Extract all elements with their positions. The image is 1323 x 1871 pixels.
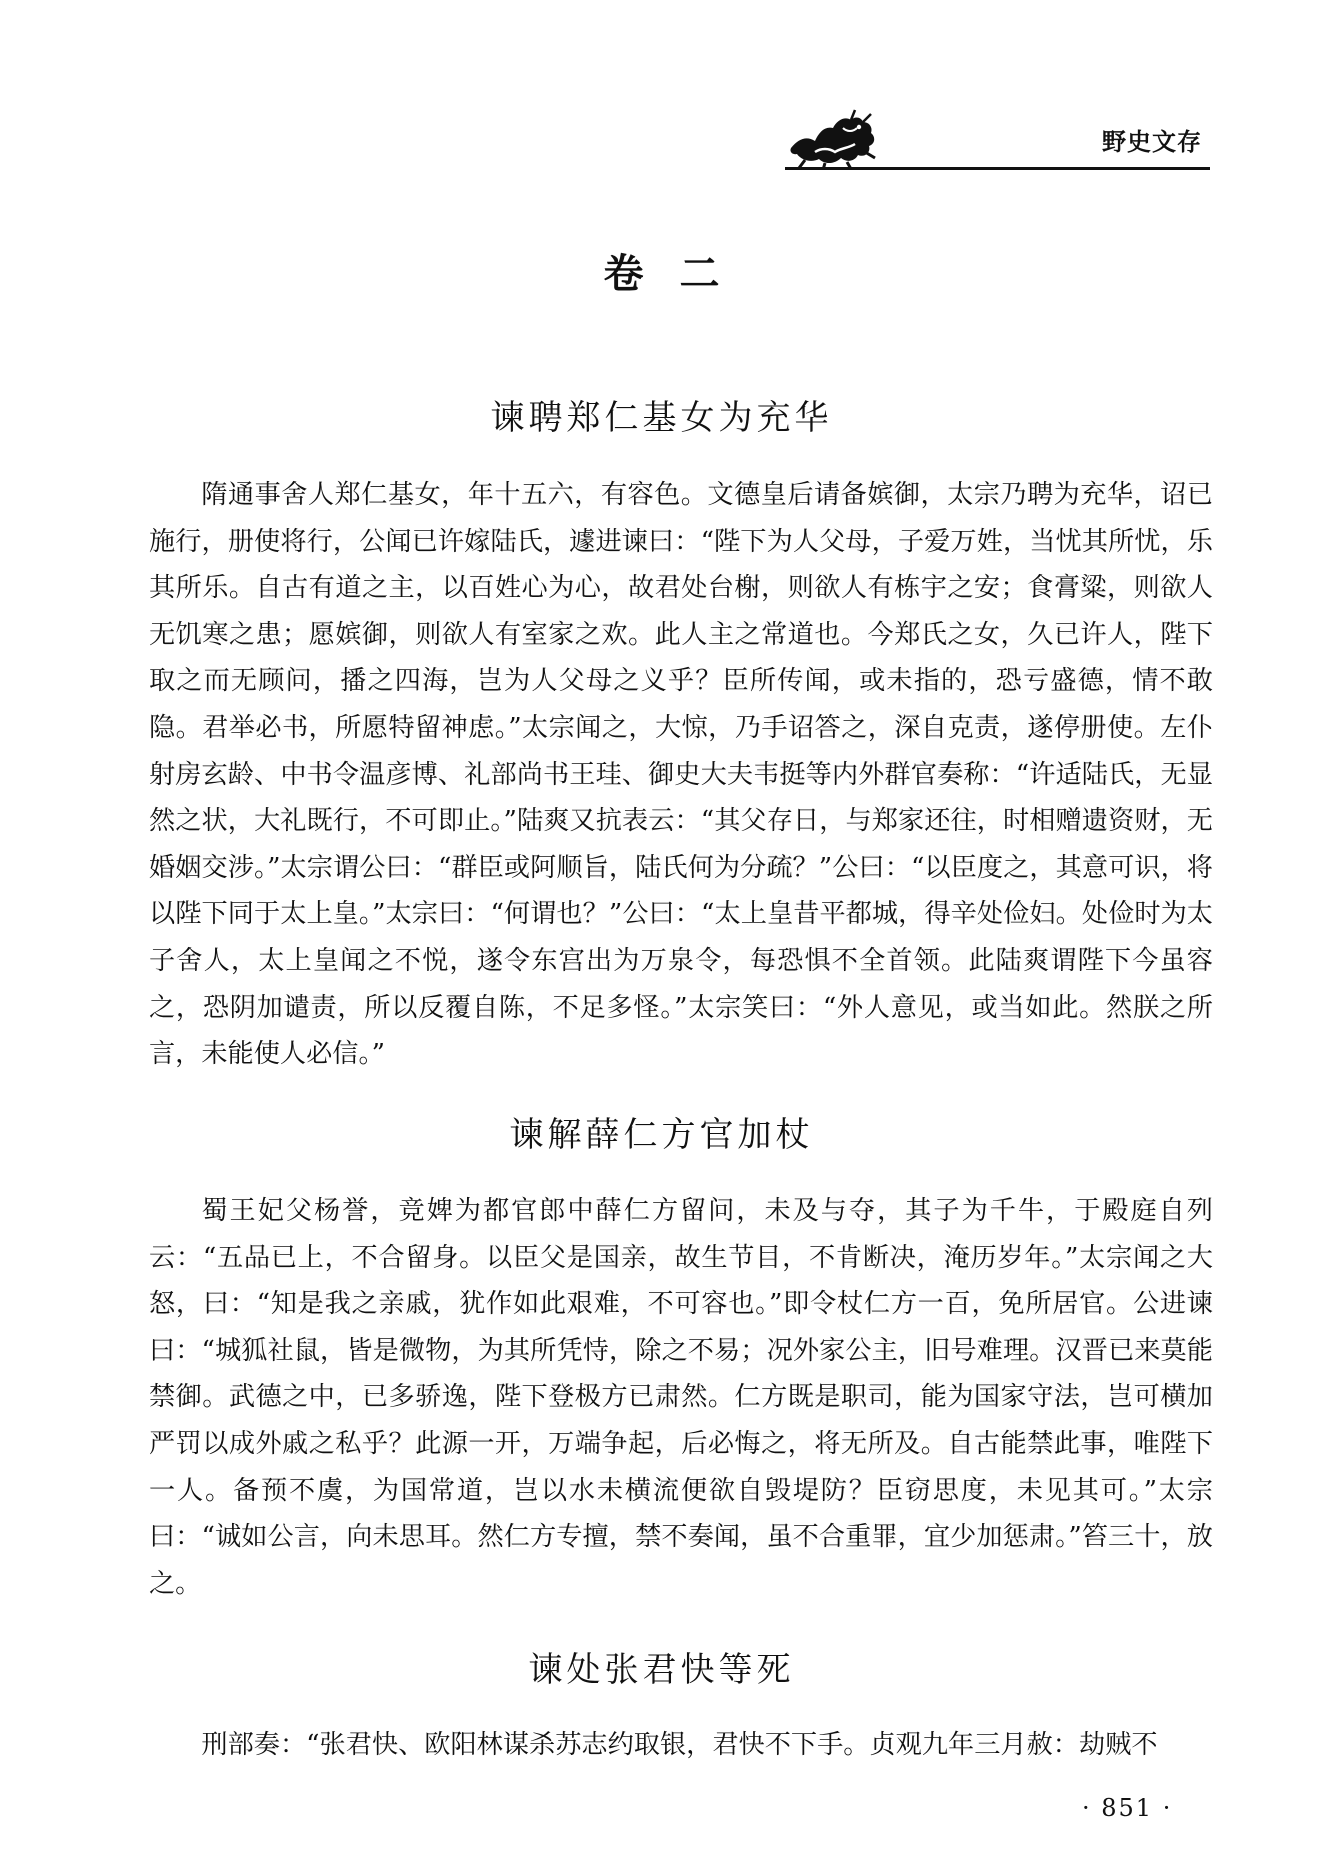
section-title: 谏聘郑仁基女为充华	[490, 398, 833, 438]
series-title: 野史文存	[1102, 128, 1202, 156]
section-paragraph: 蜀王妃父杨誉，竞婢为都官郎中薛仁方留问，未及与夺，其子为千牛，于殿庭自列云：“五品已上，不合留身。以臣父是国亲，故生节目，不肯断决，淹历岁年。”太宗闻之大怒，曰：“知是我之亲戚，犹作如此艰难，不可容也。”即令杖仁方一百，免所居官。公进谏曰：“城狐社鼠，皆是微物，为其所凭恃，除之不易；况外家公主，旧号难理。汉晋已来莫能禁御。武德之中，已多骄逸，陛下登极方已肃然。仁方既是职司，能为国家守法，岂可横加严罚以成外戚之私乎？此源一开，万端争起，后必悔之，将无所及。自古能禁此事，唯陛下一人。备预不虞，为国常道，岂以水未横流便欲自毁堤防？臣窃思度，未见其可。”太宗曰：“诚如公言，向未思耳。然仁方专擅，禁不奏闻，虽不合重罪，宜少加惩肃。”笞三十，放之。	[149, 1196, 1213, 1599]
page-number: · 851 ·	[1082, 1794, 1173, 1822]
section-title: 谏解薛仁方官加杖	[509, 1115, 814, 1155]
running-header	[785, 108, 1210, 170]
section-paragraph: 隋通事舍人郑仁基女，年十五六，有容色。文德皇后请备嫔御，太宗乃聘为充华，诏已施行，册使将行，公闻已许嫁陆氏，遽进谏曰：“陛下为人父母，子爱万姓，当忧其所忧，乐其所乐。自古有道之主，以百姓心为心，故君处台榭，则欲人有栋宇之安；食膏粱，则欲人无饥寒之患；愿嫔御，则欲人有室家之欢。此人主之常道也。今郑氏之女，久已许人，陛下取之而无顾问，播之四海，岂为人父母之义乎？臣所传闻，或未指的，恐亏盛德，情不敢隐。君举必书，所愿特留神虑。”太宗闻之，大惊，乃手诏答之，深自克责，遂停册使。左仆射房玄龄、中书令温彦博、礼部尚书王珪、御史大夫韦挺等内外群官奏称：“许适陆氏，无显然之状，大礼既行，不可即止。”陆爽又抗表云：“其父存日，与郑家还往，时相赠遗资财，无婚姻交涉。”太宗谓公曰：“群臣或阿顺旨，陆氏何为分疏？”公曰：“以臣度之，其意可识，将以陛下同于太上皇。”太宗曰：“何谓也？”公曰：“太上皇昔平都城，得辛处俭妇。处俭时为太子舍人，太上皇闻之不悦，遂令东宫出为万泉令，每恐惧不全首领。此陆爽谓陛下今虽容之，恐阴加谴责，所以反覆自陈，不足多怪。”太宗笑曰：“外人意见，或当如此。然朕之所言，未能使人必信。”	[149, 480, 1213, 1070]
section-paragraph: 刑部奏：“张君快、欧阳林谋杀苏志约取银，君快不下手。贞观九年三月赦：劫贼不	[201, 1730, 1158, 1760]
volume-title: 卷二	[603, 251, 756, 297]
header-rule	[785, 167, 1210, 170]
section-title: 谏处张君快等死	[528, 1650, 795, 1690]
dragon-icon	[785, 108, 880, 170]
